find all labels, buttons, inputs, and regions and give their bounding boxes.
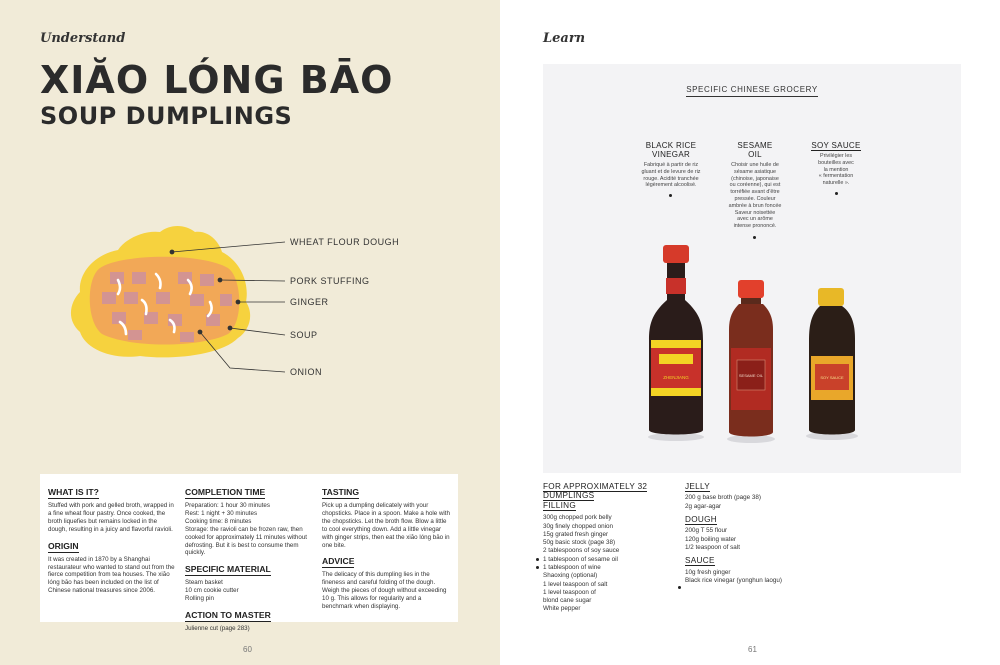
recipe-jelly-heading: JELLY <box>685 482 711 491</box>
heading-advice: ADVICE <box>322 556 355 567</box>
text-action-to-master: Julienne cut (page 283) <box>185 625 250 633</box>
heading-tasting: TASTING <box>322 487 360 497</box>
svg-text:SESAME OIL: SESAME OIL <box>738 373 764 378</box>
filling-item: blond cane sugar <box>543 597 592 605</box>
label-soup: SOUP <box>290 330 318 340</box>
recipe-column-other <box>685 482 825 585</box>
bottles-illustration <box>543 64 961 473</box>
info-column-3 <box>322 480 452 611</box>
product-name-vinegar: BLACK RICE VINEGAR <box>645 141 697 159</box>
label-onion: ONION <box>290 367 323 377</box>
recipe-column-filling <box>543 482 673 614</box>
filling-item: 30g finely chopped onion <box>543 522 614 530</box>
page-number-left: 60 <box>243 645 252 654</box>
bullet-dot-stock <box>536 558 539 561</box>
jelly-item: 2g agar-agar <box>685 502 722 510</box>
jelly-item: 200 g base broth (page 38) <box>685 494 761 502</box>
grocery-photo <box>543 64 961 473</box>
dough-item: 120g boiling water <box>685 535 737 543</box>
bottle-black-rice-vinegar <box>649 245 703 435</box>
product-desc-soy-sauce: Privilégier les bouteilles avec la mention « fermentation naturelle ». <box>818 153 854 187</box>
svg-text:ZHENJIANG: ZHENJIANG <box>663 375 689 380</box>
filling-item: 300g chopped pork belly <box>543 514 612 522</box>
recipe-filling-heading: FILLING <box>543 500 577 510</box>
heading-action-to-master: ACTION TO MASTER <box>185 610 271 621</box>
text-tasting: Pick up a dumpling delicately with your chopsticks. Place in a spoon. Make a hole with the chopsticks. Let the broth flow. Blow a little to cool everything down. Add a little vinegar with ginger strips, then eat the xiăo lóng bāo in one bite. <box>322 502 450 549</box>
dough-item: 200g T 55 flour <box>685 527 728 535</box>
heading-completion-time: COMPLETION TIME <box>185 487 266 497</box>
filling-item: Shaoxing (optional) <box>543 572 598 580</box>
page-number-right: 61 <box>748 645 757 654</box>
recipe-dough-heading: DOUGH <box>685 515 717 524</box>
filling-item: 2 tablespoons of soy sauce <box>543 547 620 555</box>
filling-item: 1 tablespoon of sesame oil <box>543 555 618 563</box>
text-completion-time: Preparation: 1 hour 30 minutes Rest: 1 night + 30 minutes Cooking time: 8 minutes Storage: the ravioli can be frozen raw, then cooked for approximately 11 minutes without defrosting. But it is best to consume them quickly. <box>185 502 307 557</box>
filling-item: White pepper <box>543 605 581 613</box>
recipe-yield-heading: FOR APPROXIMATELY 32 DUMPLINGS <box>543 482 648 501</box>
bottle-soy-sauce <box>809 288 855 435</box>
text-advice: The delicacy of this dumpling lies in the fineness and careful folding of the dough. Weigh the pieces of dough without exceeding 10 g. This allows for regularity and a benchmark when displaying. <box>322 571 447 611</box>
bottle-sesame-oil <box>729 280 773 437</box>
dumpling-illustration <box>60 210 460 400</box>
page-title: XIĂO LÓNG BĀO <box>40 58 394 102</box>
bullet-dot-vinegar <box>678 586 681 589</box>
info-column-2 <box>185 480 313 633</box>
filling-item: 1 level teaspoon of salt <box>543 580 608 588</box>
text-what-is-it: Stuffed with pork and gelled broth, wrapped in a fine wheat flour pastry. Once cooked, the broth liquefies but remains locked in the dough, resulting in a juicy and flavorful ravioli. <box>48 502 174 533</box>
dough-item: 1/2 teaspoon of salt <box>685 544 740 551</box>
product-name-sesame-oil: SESAME OIL <box>737 141 773 159</box>
heading-origin: ORIGIN <box>48 540 79 551</box>
heading-specific-material: SPECIFIC MATERIAL <box>185 564 271 575</box>
sauce-item: 10g fresh ginger <box>685 568 731 576</box>
info-column-1 <box>48 480 176 595</box>
label-ginger: GINGER <box>290 297 329 307</box>
label-wheat-flour-dough: WHEAT FLOUR DOUGH <box>290 237 400 247</box>
label-pork-stuffing: PORK STUFFING <box>290 276 370 286</box>
info-box <box>40 474 458 633</box>
bullet-dot-soy-sauce <box>536 566 539 569</box>
filling-item: 1 tablespoon of wine <box>543 564 601 571</box>
dumpling-diagram <box>60 210 460 400</box>
page-subtitle: SOUP DUMPLINGS <box>40 102 293 130</box>
filling-item: 1 level teaspoon of <box>543 588 596 596</box>
section-tag-understand: Understand <box>40 31 126 46</box>
section-tag-learn: Learn <box>543 31 586 46</box>
product-desc-sesame-oil: Choisir une huile de sésame asiatique (chinoise, japonaise ou coréenne), qui est torréfiée avant d'être pressée. Couleur ambrée à brun foncée Saveur noisettée avec un arôme intense prononcé. <box>728 162 782 230</box>
filling-item: 50g basic stock (page 38) <box>543 539 616 547</box>
text-specific-material: Steam basket 10 cm cookie cutter Rolling pin <box>185 579 239 603</box>
grocery-title: SPECIFIC CHINESE GROCERY <box>543 85 961 94</box>
filling-item: 15g grated fresh ginger <box>543 530 609 538</box>
sauce-item: Black rice vinegar (yonghun laogu) <box>685 577 782 584</box>
recipe-sauce-heading: SAUCE <box>685 556 715 566</box>
product-desc-vinegar: Fabriqué à partir de riz gluant et de levure de riz rouge. Acidité tranchée légèrement alcoolisé. <box>641 162 701 189</box>
text-origin: It was created in 1870 by a Shanghai restaurateur who wanted to stand out from the fierce competition from tea houses. The xiăo lóng bāo has been included on the list of Chinese national treasures since 2006. <box>48 555 175 595</box>
heading-what-is-it: WHAT IS IT? <box>48 487 99 497</box>
svg-text:SOY SAUCE: SOY SAUCE <box>820 375 844 380</box>
product-name-soy-sauce: SOY SAUCE <box>811 141 861 150</box>
